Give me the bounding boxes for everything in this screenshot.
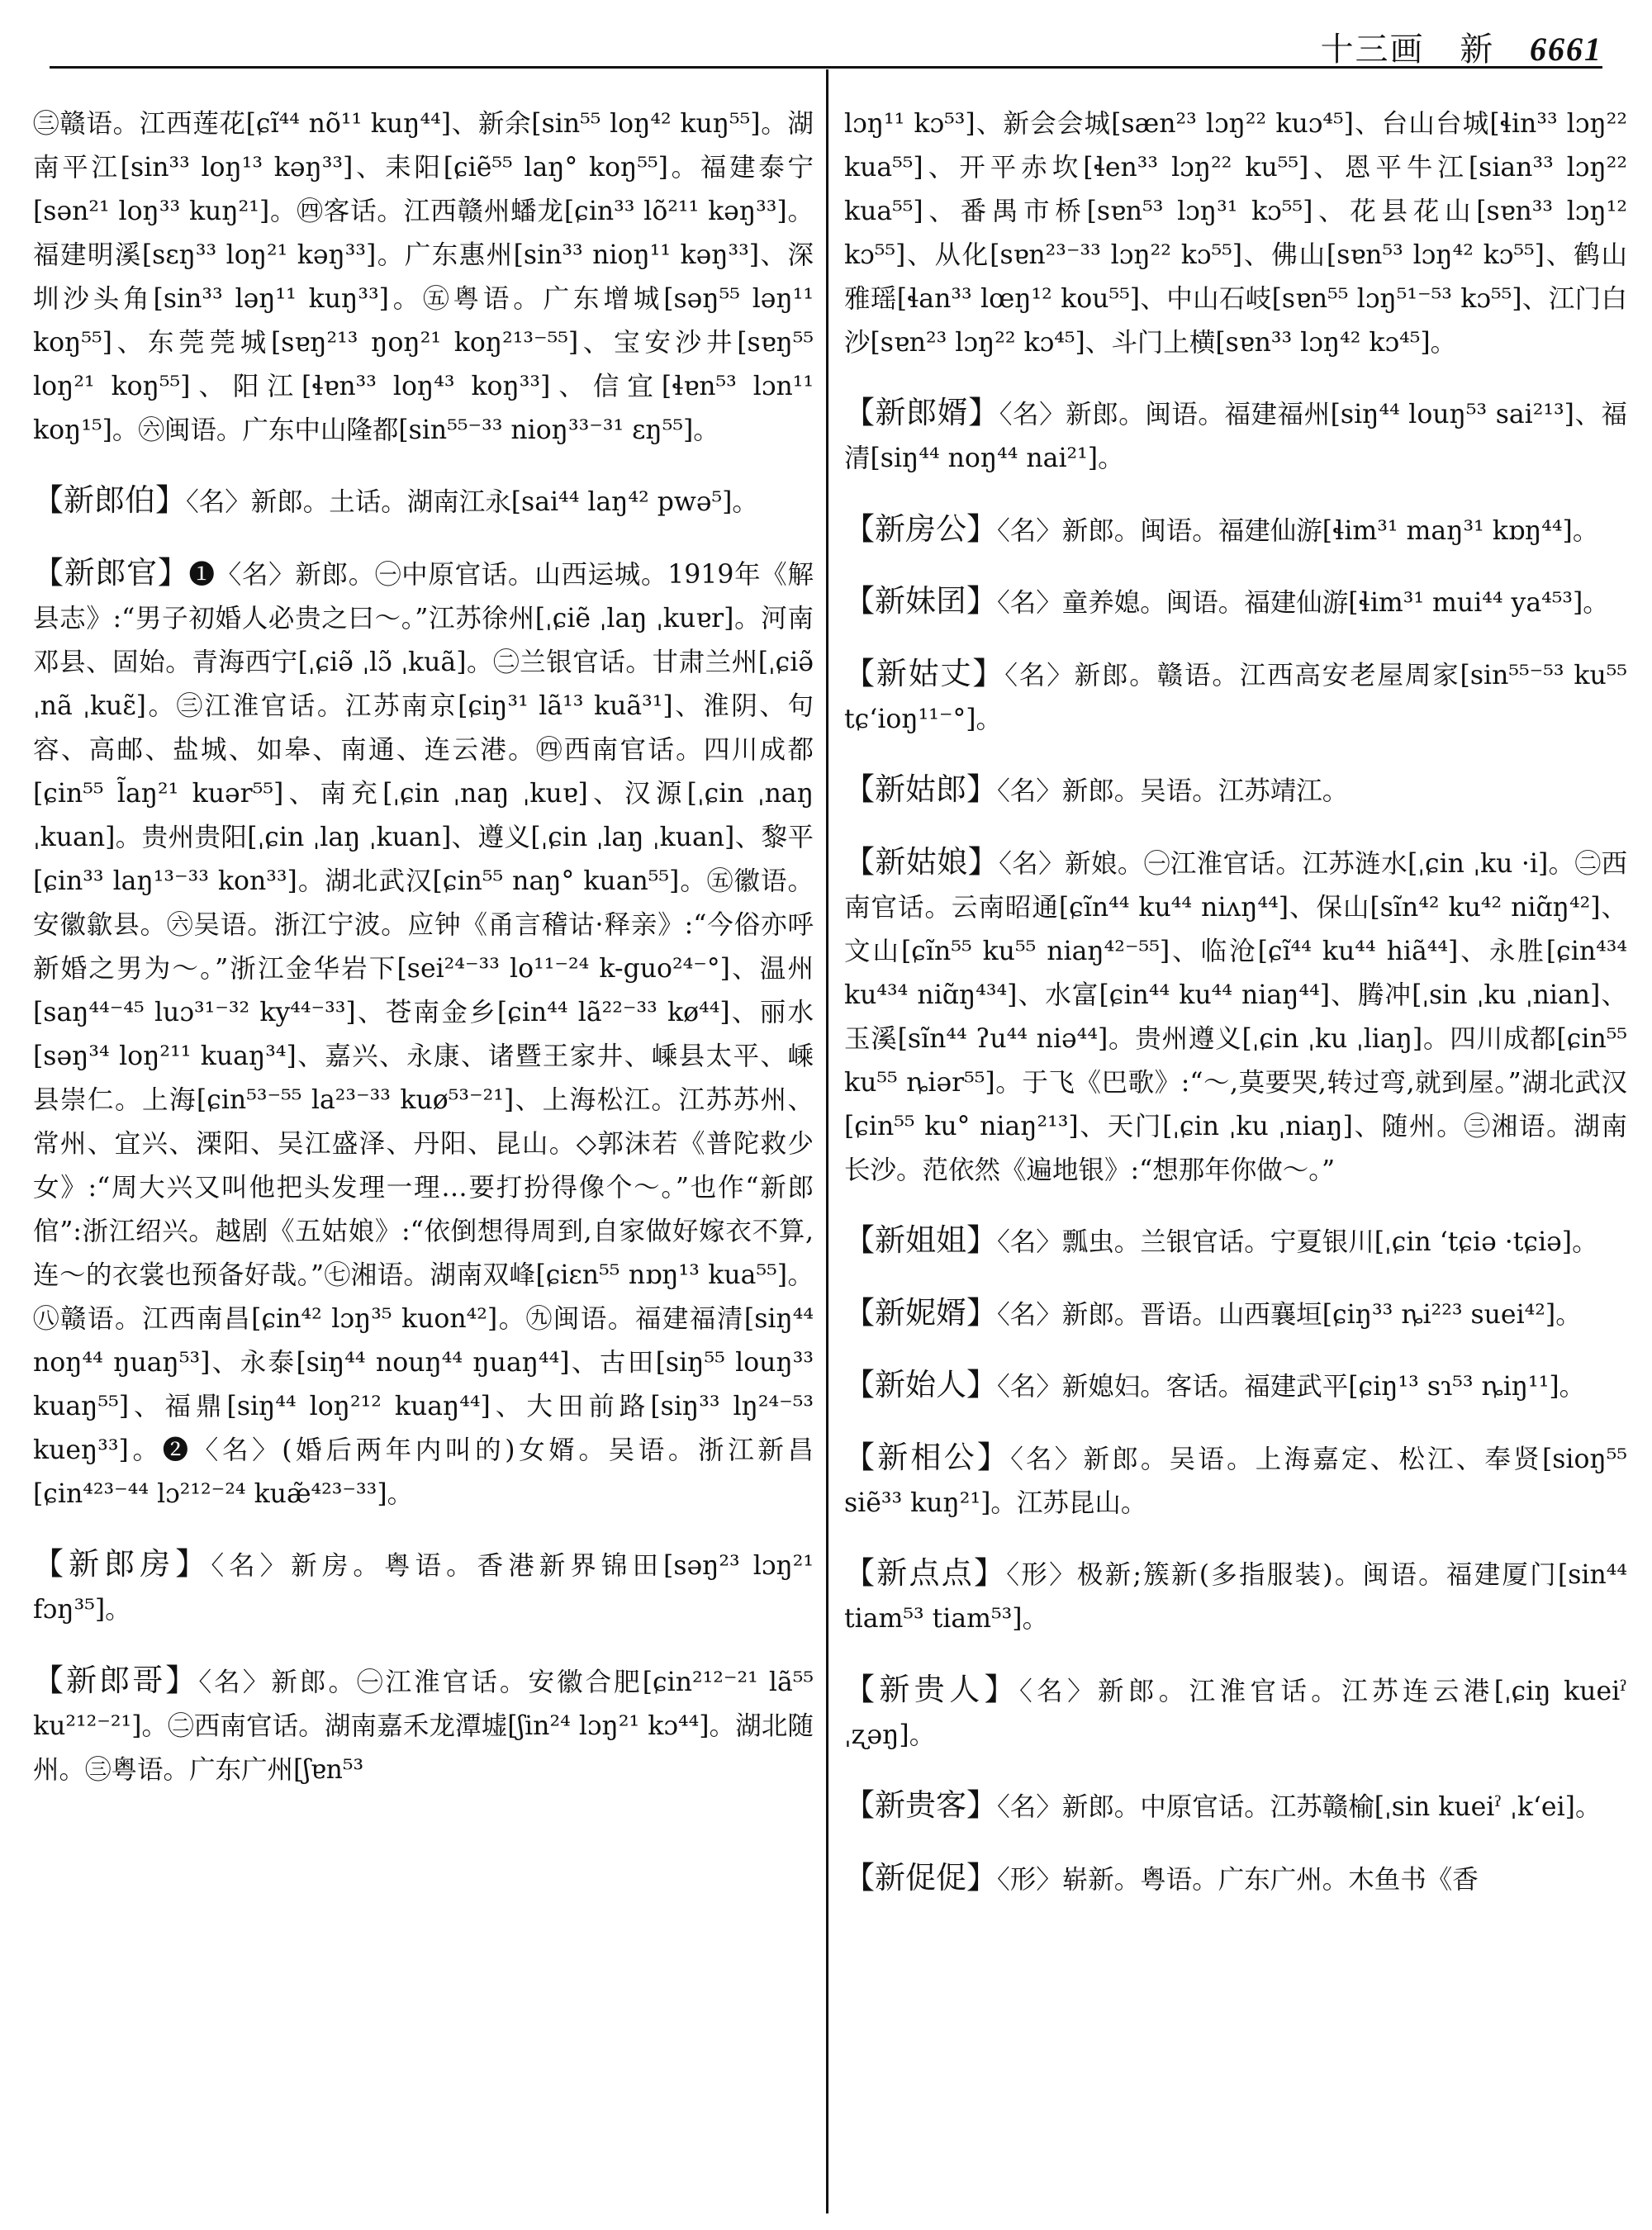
entry-continuation xyxy=(844,102,1627,365)
entry-text: 〈名〉新郎。江淮官话。江苏连云港[ˌɕiŋ kueiˀ ˌʐəŋ]。 xyxy=(844,1676,1627,1750)
dictionary-entry xyxy=(844,579,1627,625)
dictionary-entry xyxy=(844,1218,1627,1264)
entry-text: 〈名〉新郎。中原官话。江苏赣榆[ˌsin kueiˀ ˌkʻei]。 xyxy=(997,1792,1602,1822)
entry-text: 〈名〉新郎。晋语。山西襄垣[ɕiŋ³³ ȵi²²³ suei⁴²]。 xyxy=(997,1299,1582,1330)
entry-headword: 【新妮婿】 xyxy=(844,1294,997,1331)
entry-text: 〈名〉新媳妇。客话。福建武平[ɕiŋ¹³ sɿ⁵³ ȵiŋ¹¹]。 xyxy=(997,1372,1586,1402)
entry-text: 〈名〉新郎。闽语。福建福州[siŋ⁴⁴ louŋ⁵³ sai²¹³]、福清[siŋ⁴⁴ noŋ⁴⁴ nai²¹]。 xyxy=(844,400,1627,473)
entry-text: 〈名〉瓢虫。兰银官话。宁夏银川[ˌɕin ʻtɕiə ·tɕiə]。 xyxy=(997,1227,1598,1257)
entry-headword: 【新姑丈】 xyxy=(844,655,1005,691)
entry-text: 〈名〉新娘。㊀江淮官话。江苏涟水[ˌɕin ˌku ·i]。㊁西南官话。云南昭通[ɕĩn⁴⁴ ku⁴⁴ niʌŋ⁴⁴]、保山[sĩn⁴² ku⁴² niɑ̃ŋ⁴²]、文山[ɕĩn⁵⁵ ku⁵⁵ niaŋ⁴²⁻⁵⁵]、临沧[ɕĩ⁴⁴ ku⁴⁴ hiã⁴⁴]、永胜[ɕin⁴³⁴ ku⁴³⁴ niɑ̃ŋ⁴³⁴]、水富[ɕin⁴⁴ ku⁴⁴ niaŋ⁴⁴]、腾冲[ˌsin ˌku ˌnian]、玉溪[sĩn⁴⁴ ʔu⁴⁴ niə⁴⁴]。贵州遵义[ˌɕin ˌku ˌliaŋ]。四川成都[ɕin⁵⁵ ku⁵⁵ ȵiər⁵⁵]。于飞《巴歌》:“～,莫要哭,转过弯,就到屋。”湖北武汉[ɕin⁵⁵ ku° niaŋ²¹³]、天门[ˌɕin ˌku ˌniaŋ]、随州。㊂湘语。湖南长沙。范依然《遍地银》:“想那年你做～。” xyxy=(844,848,1627,1185)
entry-headword: 【新贵客】 xyxy=(844,1787,997,1823)
dictionary-entry xyxy=(844,1363,1627,1409)
entry-continuation xyxy=(33,102,814,453)
dictionary-entry xyxy=(33,1658,814,1792)
entry-headword: 【新郎婿】 xyxy=(844,395,999,430)
page-header xyxy=(50,23,1602,69)
entry-text: ❶〈名〉新郎。㊀中原官话。山西运城。1919年《解县志》:“男子初婚人必贵之曰～。”江苏徐州[ˌɕiẽ ˌlaŋ ˌkuɐr]。河南邓县、固始。青海西宁[ˌɕiə̃ ˌlɔ̃ ˌkuã]。㊁兰银官话。甘肃兰州[ˌɕiə̃ ˌnã ˌkuɛ̃]。㊂江淮官话。江苏南京[ɕiŋ³¹ lã¹³ kuã³¹]、淮阴、句容、高邮、盐城、如皋、南通、连云港。㊃西南官话。四川成都[ɕin⁵⁵ l̃aŋ²¹ kuər⁵⁵]、南充[ˌɕin ˌnaŋ ˌkuɐ]、汉源[ˌɕin ˌnaŋ ˌkuan]。贵州贵阳[ˌɕin ˌlaŋ ˌkuan]、遵义[ˌɕin ˌlaŋ ˌkuan]、黎平[ɕin³³ laŋ¹³⁻³³ kon³³]。湖北武汉[ɕin⁵⁵ naŋ° kuan⁵⁵]。㊄徽语。安徽歙县。㊅吴语。浙江宁波。应钟《甬言稽诂·释亲》:“今俗亦呼新婚之男为～。”浙江金华岩下[sei²⁴⁻³³ lo¹¹⁻²⁴ k-guo²⁴⁻°]、温州[saŋ⁴⁴⁻⁴⁵ luɔ³¹⁻³² ky⁴⁴⁻³³]、苍南金乡[ɕin⁴⁴ lã²²⁻³³ kø⁴⁴]、丽水[səŋ³⁴ loŋ²¹¹ kuaŋ³⁴]、嘉兴、永康、诸暨王家井、嵊县太平、嵊县崇仁。上海[ɕin⁵³⁻⁵⁵ la²³⁻³³ kuø⁵³⁻²¹]、上海松江。江苏苏州、常州、宜兴、溧阳、吴江盛泽、丹阳、昆山。◇郭沫若《普陀救少女》:“周大兴又叫他把头发理一理…要打扮得像个～。”也作“新郎倌”:浙江绍兴。越剧《五姑娘》:“依倒想得周到,自家做好嫁衣不算,连～的衣裳也预备好哉。”㊆湘语。湖南双峰[ɕiɛn⁵⁵ nɒŋ¹³ kua⁵⁵]。㊇赣语。江西南昌[ɕin⁴² lɔŋ³⁵ kuon⁴²]。㊈闽语。福建福清[siŋ⁴⁴ noŋ⁴⁴ ŋuaŋ⁵³]、永泰[siŋ⁴⁴ nouŋ⁴⁴ ŋuaŋ⁴⁴]、古田[siŋ⁵⁵ louŋ³³ kuaŋ⁵⁵]、福鼎[siŋ⁴⁴ loŋ²¹² kuaŋ⁴⁴]、大田前路[siŋ³³ lŋ²⁴⁻⁵³ kueŋ³³]。❷〈名〉(婚后两年内叫的)女婿。吴语。浙江新昌[ɕin⁴²³⁻⁴⁴ lɔ²¹²⁻²⁴ kuæ̃⁴²³⁻³³]。 xyxy=(33,559,814,1509)
entry-text: lɔŋ¹¹ kɔ⁵³]、新会会城[sæn²³ lɔŋ²² kuɔ⁴⁵]、台山台城[ɬin³³ lɔŋ²² kua⁵⁵]、开平赤坎[ɬen³³ lɔŋ²² ku⁵⁵]、恩平牛江[sian³³ lɔŋ²² kua⁵⁵]、番禺市桥[sɐn⁵³ lɔŋ³¹ kɔ⁵⁵]、花县花山[sɐn³³ lɔŋ¹² kɔ⁵⁵]、从化[sɐn²³⁻³³ lɔŋ²² kɔ⁵⁵]、佛山[sɐn⁵³ lɔŋ⁴² kɔ⁵⁵]、鹤山雅瑶[ɬan³³ lœŋ¹² kou⁵⁵]、中山石岐[sɐn⁵⁵ lɔŋ⁵¹⁻⁵³ kɔ⁵⁵]、江门白沙[sɐn²³ lɔŋ²² kɔ⁴⁵]、斗门上横[sɐn³³ lɔŋ⁴² kɔ⁴⁵]。 xyxy=(844,108,1627,358)
header-rule xyxy=(50,66,1602,69)
entry-text: 〈形〉崭新。粤语。广东广州。木鱼书《香 xyxy=(997,1864,1479,1895)
entry-text: 〈名〉新郎。吴语。上海嘉定、松江、奉贤[sioŋ⁵⁵ siẽ³³ kuŋ²¹]。江苏昆山。 xyxy=(844,1444,1627,1518)
left-column xyxy=(33,76,814,2222)
entry-headword: 【新姑娘】 xyxy=(844,843,999,880)
dictionary-entry xyxy=(33,478,814,524)
right-column xyxy=(844,76,1627,2222)
entry-headword: 【新姐姐】 xyxy=(844,1222,997,1258)
header-char: 新 xyxy=(1460,31,1495,69)
entry-text: 〈名〉童养媳。闽语。福建仙游[ɬim³¹ mui⁴⁴ ya⁴⁵³]。 xyxy=(997,588,1609,618)
entry-text: 〈形〉极新;簇新(多指服装)。闽语。福建厦门[sin⁴⁴ tiam⁵³ tiam⁵³]。 xyxy=(844,1560,1627,1634)
dictionary-entry xyxy=(844,1435,1627,1525)
entry-text: 〈名〉新房。粤语。香港新界锦田[səŋ²³ lɔŋ²¹ fɔŋ³⁵]。 xyxy=(33,1551,814,1625)
dictionary-entry xyxy=(33,551,814,1516)
header-section: 十三画 xyxy=(1320,31,1425,69)
dictionary-entry xyxy=(844,1291,1627,1337)
entry-text: 〈名〉新郎。吴语。江苏靖江。 xyxy=(997,776,1349,806)
entry-text: 〈名〉新郎。㊀江淮官话。安徽合肥[ɕin²¹²⁻²¹ lã⁵⁵ ku²¹²⁻²¹]。㊁西南官话。湖南嘉禾龙潭墟[ʃin²⁴ lɔŋ²¹ kɔ⁴⁴]。湖北随州。㊂粤语。广东广州[ʃɐn⁵³ xyxy=(33,1667,814,1785)
entry-text: 〈名〉新郎。土话。湖南江永[sai⁴⁴ laŋ⁴² pwə⁵]。 xyxy=(186,487,758,517)
entry-text: 〈名〉新郎。赣语。江西高安老屋周家[sin⁵⁵⁻⁵³ ku⁵⁵ tɕʻioŋ¹¹⁻°]。 xyxy=(844,660,1627,734)
dictionary-entry xyxy=(844,507,1627,553)
entry-headword: 【新郎伯】 xyxy=(33,482,186,518)
entry-headword: 【新郎房】 xyxy=(33,1546,211,1582)
entry-text: 〈名〉新郎。闽语。福建仙游[ɬim³¹ maŋ³¹ kɒŋ⁴⁴]。 xyxy=(997,515,1599,546)
entry-headword: 【新房公】 xyxy=(844,510,997,547)
entry-headword: 【新促促】 xyxy=(844,1859,997,1896)
dictionary-entry xyxy=(844,840,1627,1193)
dictionary-entry xyxy=(844,1551,1627,1641)
entry-headword: 【新贵人】 xyxy=(844,1671,1020,1707)
running-head xyxy=(1298,23,1602,70)
column-divider xyxy=(826,69,828,2213)
dictionary-entry xyxy=(844,767,1627,814)
dictionary-entry xyxy=(33,1542,814,1632)
entry-headword: 【新姑郎】 xyxy=(844,771,997,807)
dictionary-entry xyxy=(844,1856,1627,1902)
dictionary-entry xyxy=(844,1783,1627,1829)
entry-headword: 【新点点】 xyxy=(844,1555,1007,1591)
dictionary-entry xyxy=(844,1668,1627,1758)
dictionary-entry xyxy=(844,391,1627,481)
dictionary-entry xyxy=(844,652,1627,742)
entry-headword: 【新郎哥】 xyxy=(33,1662,199,1698)
entry-headword: 【新妹囝】 xyxy=(844,583,997,619)
entry-headword: 【新郎官】 xyxy=(33,554,189,591)
page-number: 6661 xyxy=(1530,31,1602,68)
entry-headword: 【新始人】 xyxy=(844,1367,997,1402)
entry-headword: 【新相公】 xyxy=(844,1439,1011,1475)
entry-text: ㊂赣语。江西莲花[ɕĩ⁴⁴ nõ¹¹ kuŋ⁴⁴]、新余[sin⁵⁵ loŋ⁴² kuŋ⁵⁵]。湖南平江[sin³³ loŋ¹³ kəŋ³³]、耒阳[ɕiẽ⁵⁵ laŋ° koŋ⁵⁵]。福建泰宁[sən²¹ loŋ³³ kuŋ²¹]。㊃客话。江西赣州蟠龙[ɕin³³ lõ²¹¹ kəŋ³³]。福建明溪[sɛŋ³³ loŋ²¹ kəŋ³³]。广东惠州[sin³³ nioŋ¹¹ kəŋ³³]、深圳沙头角[sin³³ ləŋ¹¹ kuŋ³³]。㊄粤语。广东增城[səŋ⁵⁵ ləŋ¹¹ koŋ⁵⁵]、东莞莞城[sɐŋ²¹³ ŋoŋ²¹ koŋ²¹³⁻⁵⁵]、宝安沙井[sɐŋ⁵⁵ loŋ²¹ koŋ⁵⁵]、阳江[ɬɐn³³ loŋ⁴³ koŋ³³]、信宜[ɬɐn⁵³ lɔn¹¹ koŋ¹⁵]。㊅闽语。广东中山隆都[sin⁵⁵⁻³³ nioŋ³³⁻³¹ ɛŋ⁵⁵]。 xyxy=(33,108,814,445)
